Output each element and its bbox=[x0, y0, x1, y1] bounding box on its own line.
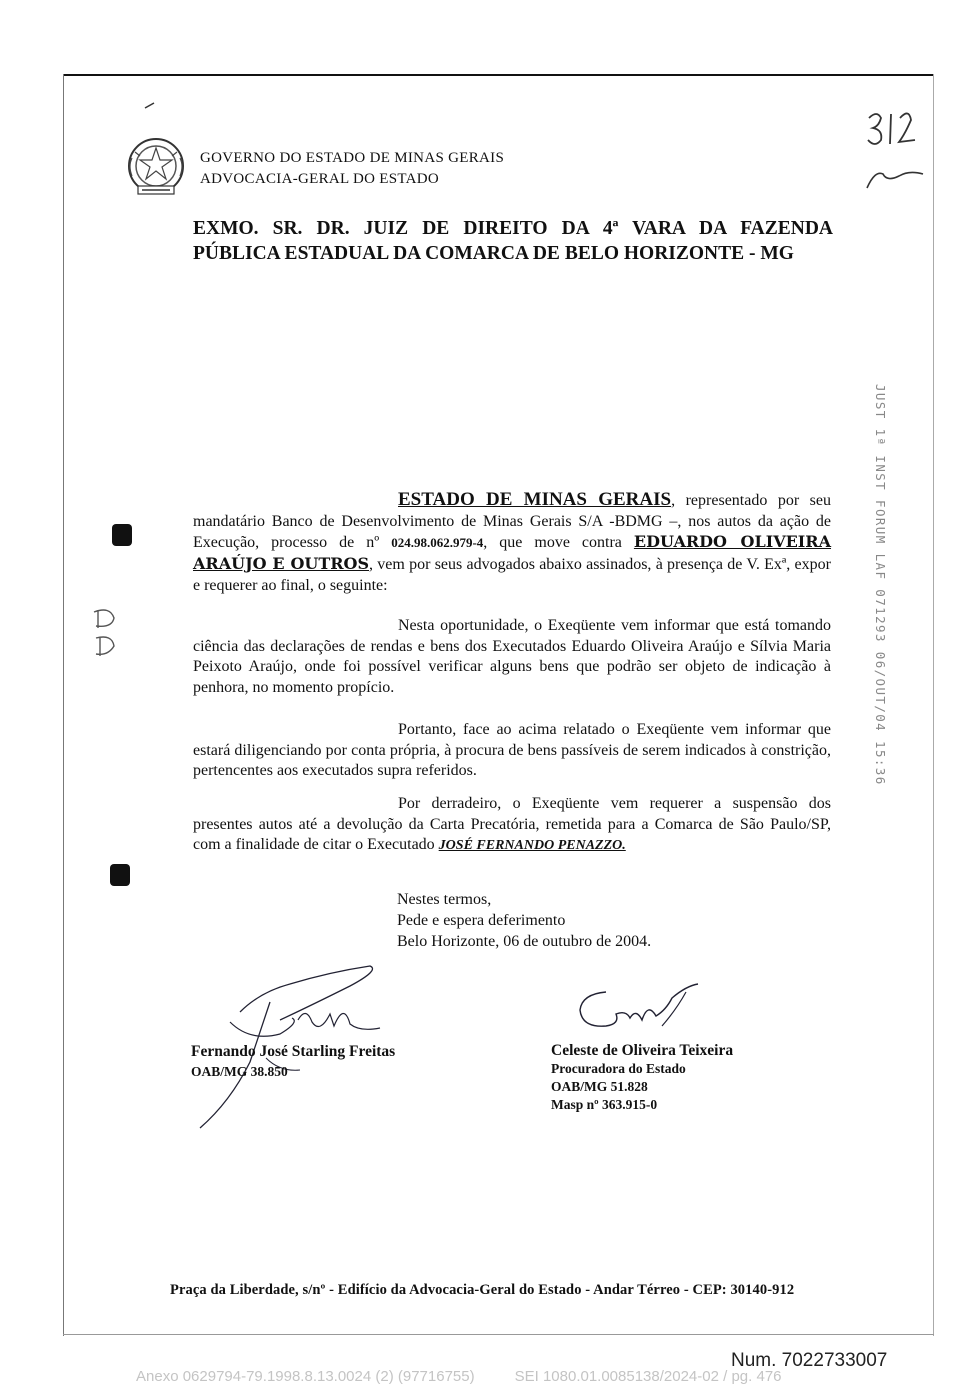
sei-page-reference: SEI 1080.01.0085138/2024-02 / pg. 476 bbox=[514, 1368, 782, 1385]
stamp-text: JUST 1ª INST FORUM LAF 071293 06/OUT/04 15:36 bbox=[873, 384, 888, 786]
page-border-top bbox=[63, 74, 934, 76]
hole-punch-mark bbox=[110, 864, 130, 886]
paragraph-intro bbox=[193, 490, 831, 597]
closing-date: Belo Horizonte, 06 de outubro de 2004. bbox=[397, 933, 652, 950]
addressee-title bbox=[193, 216, 833, 266]
addressee-line-2: PÚBLICA ESTADUAL DA COMARCA DE BELO HORIZONTE - MG bbox=[193, 243, 794, 264]
paragraph-3-text: Portanto, face ao acima relatado o Exeqüente vem informar que estará diligenciando por conta própria, à procura de bens passíveis de serem indicados à constrição, pertencentes aos executados supra referidos. bbox=[193, 721, 831, 780]
handwritten-page-number bbox=[865, 104, 925, 194]
paragraph-suspension bbox=[193, 794, 831, 857]
intro-text-c: , vem por seus advogados abaixo assinados, à presença de V. Exª, expor e requerer ao final, o seguinte: bbox=[193, 556, 831, 594]
closing-block bbox=[397, 889, 651, 952]
closing-line-2: Pede e espera deferimento bbox=[397, 912, 566, 929]
signature-right-image bbox=[576, 980, 706, 1040]
signer-left-block bbox=[191, 1042, 395, 1082]
intro-text-b: , que move contra bbox=[483, 534, 634, 552]
defendants-name: EDUARDO OLIVEIRA ARAÚJO E OUTROS bbox=[193, 532, 832, 574]
paragraph-4-text: Por derradeiro, o Exeqüente vem requerer a suspensão dos presentes autos até a devolução da Carta Precatória, remetida para a Comarca de São Paulo/SP, com a finalidade de citar o Executado bbox=[193, 795, 831, 854]
agency-header bbox=[200, 148, 504, 190]
signer-right-masp: Masp nº 363.915-0 bbox=[551, 1097, 658, 1112]
document-number: Num. 7022733007 bbox=[731, 1350, 888, 1371]
header-agency: ADVOCACIA-GERAL DO ESTADO bbox=[200, 171, 440, 187]
annex-reference bbox=[136, 1368, 782, 1385]
signer-left-name: Fernando José Starling Freitas bbox=[191, 1043, 396, 1060]
page-border-bottom bbox=[63, 1334, 934, 1335]
paragraph-2-text: Nesta oportunidade, o Exeqüente vem informar que está tomando ciência das declarações de rendas e bens dos Executados Eduardo Oliveira Araújo e Sílvia Maria Peixoto Araújo, onde foi possível verificar alguns bens que podrão ser objeto de indicação à penhora, no momento propício. bbox=[193, 617, 831, 697]
footer-address: Praça da Liberdade, s/nº - Edifício da Advocacia-Geral do Estado - Andar Térreo - CEP: 30140-912 bbox=[170, 1282, 795, 1298]
signer-left-registration: OAB/MG 38.850 bbox=[191, 1064, 288, 1079]
hole-punch-mark bbox=[112, 524, 132, 546]
plaintiff-name: ESTADO DE MINAS GERAIS bbox=[398, 489, 672, 510]
intro-text-a: , representado por seu mandatário Banco de Desenvolvimento de Minas Gerais S/A -BDMG –, nos autos da ação de Execução, processo de nº bbox=[193, 492, 832, 552]
page-border-left bbox=[63, 74, 64, 1336]
addressee-line-1: EXMO. SR. DR. JUIZ DE DIREITO DA 4ª VARA DA FAZENDA bbox=[193, 218, 833, 239]
signer-right-block bbox=[551, 1042, 733, 1114]
coat-of-arms-seal-icon bbox=[122, 136, 190, 200]
paragraph-declarations bbox=[193, 616, 831, 699]
pen-tick-mark bbox=[144, 100, 156, 110]
closing-line-1: Nestes termos, bbox=[397, 891, 492, 908]
process-number: 024.98.062.979-4 bbox=[391, 535, 484, 551]
executed-party-name: JOSÉ FERNANDO PENAZZO. bbox=[438, 838, 626, 854]
signer-right-registration: OAB/MG 51.828 bbox=[551, 1079, 648, 1094]
signer-right-name: Celeste de Oliveira Teixeira bbox=[551, 1042, 734, 1059]
paragraph-diligence bbox=[193, 720, 831, 782]
handwritten-margin-initials bbox=[88, 604, 124, 664]
signer-right-title: Procuradora do Estado bbox=[551, 1061, 686, 1076]
page-border-right bbox=[933, 74, 934, 1336]
header-government: GOVERNO DO ESTADO DE MINAS GERAIS bbox=[200, 150, 505, 166]
annex-id: Anexo 0629794-79.1998.8.13.0024 (2) (97716755) bbox=[136, 1368, 475, 1385]
court-protocol-stamp bbox=[866, 384, 890, 786]
